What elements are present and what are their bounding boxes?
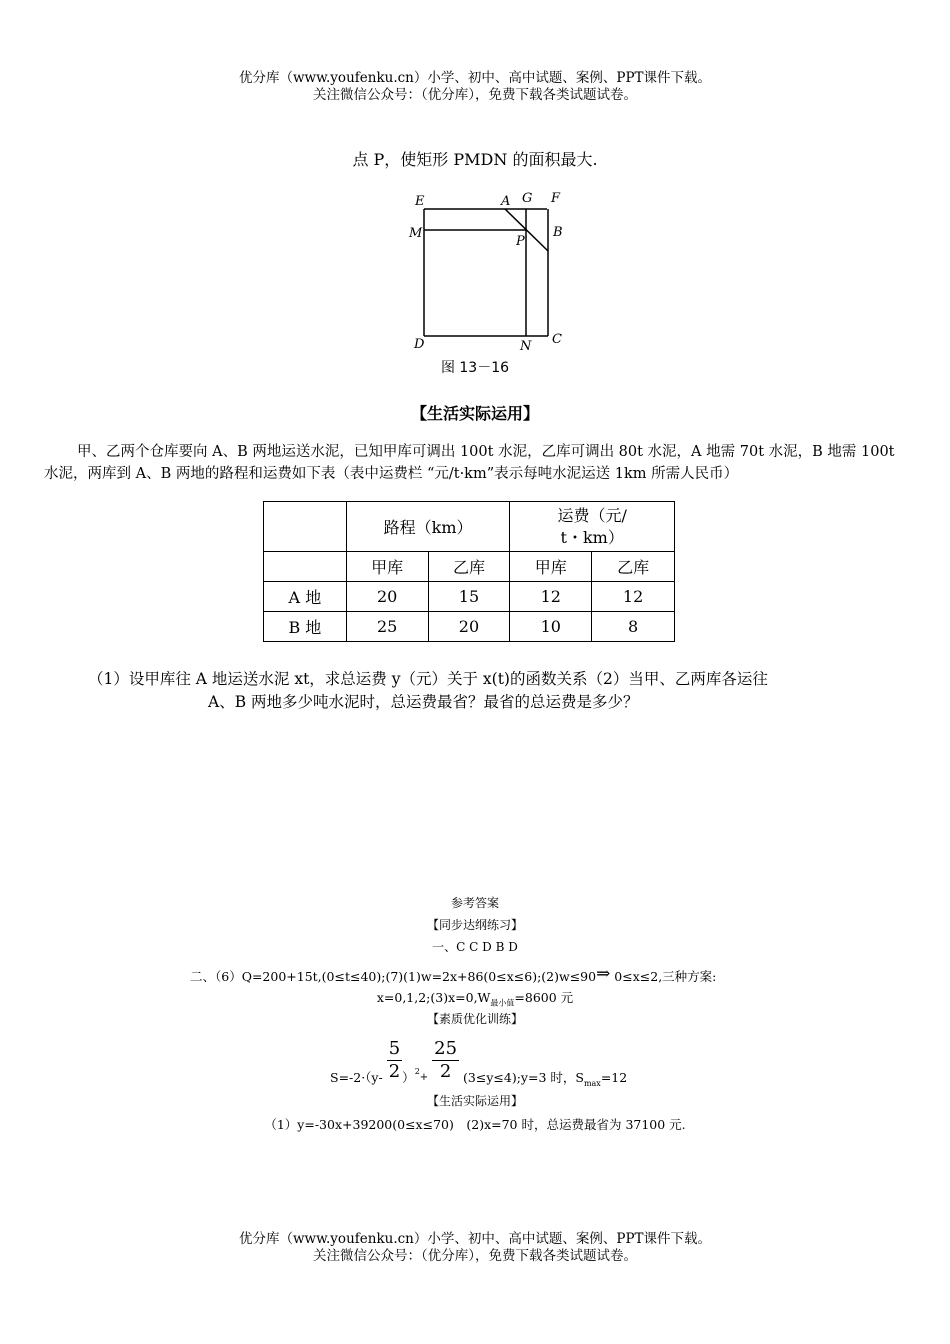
fraction-five-halves (387, 1038, 402, 1083)
label-F: F (551, 191, 561, 206)
answers-section-4-line: （1）y=-30x+39200(0≤x≤70) (2)x=70 时，总运费最省为 37100 元. (264, 1117, 686, 1132)
answers-title: 参考答案 (450, 896, 499, 910)
header-line-1: 优分库（www.youfenku.cn）小学、初中、高中试题、案例、PPT课件下载。 (238, 70, 712, 86)
subheader-cell: 甲库 (510, 552, 592, 582)
subheader-cell: 乙库 (428, 552, 510, 582)
intro-line: 点 P，使矩形 PMDN 的面积最大. (352, 150, 598, 169)
answers-section-3-title: 【素质优化训练】 (426, 1012, 523, 1026)
problem-text: 甲、乙两个仓库要向 A、B 两地运送水泥，已知甲库可调出 100t 水泥，乙库可调出 80t 水泥，A 地需 70t 水泥，B 地需 100t 水泥，两库到 A、B 两地的路程和运费如下表（表中运费栏 “元/t·km”表示每吨水泥运送 1km 所需人民币） (44, 444, 895, 482)
formula-plus: + (419, 1072, 429, 1083)
footer-line-1: 优分库（www.youfenku.cn）小学、初中、高中试题、案例、PPT课件下载。 (238, 1231, 712, 1247)
row-label: B 地 (264, 612, 347, 642)
label-A: A (501, 194, 511, 209)
table-cell: 8 (592, 612, 675, 642)
subheader-cell: 乙库 (592, 552, 675, 582)
fraction-denominator: 2 (439, 1061, 452, 1082)
table-header-row (264, 502, 675, 552)
table-corner-cell (264, 502, 347, 552)
answers-s2-text-a: 二、（6）Q=200+15t,(0≤t≤40);(7)(1)w=2x+86(0≤x≤6);(2)w≤90 (190, 969, 597, 984)
header-distance: 路程（km） (346, 502, 510, 552)
table-cell: 12 (592, 582, 675, 612)
table-cell: 10 (510, 612, 592, 642)
label-G: G (522, 191, 533, 206)
table-cell: 25 (346, 612, 428, 642)
header-line-2: 关注微信公众号：（优分库），免费下载各类试题试卷。 (313, 87, 637, 103)
table-row (264, 582, 675, 612)
question-line-1: （1）设甲库往 A 地运送水泥 xt，求总运费 y（元）关于 x(t)的函数关系（2）当甲、乙两库各运往 (88, 670, 768, 688)
label-M: M (409, 226, 423, 241)
answers-section-1-title: 【同步达纲练习】 (426, 918, 523, 932)
label-N: N (520, 339, 532, 354)
section-title: 【生活实际运用】 (410, 404, 539, 423)
formula-square: 2 (414, 1067, 420, 1076)
fraction-numerator: 25 (434, 1038, 458, 1059)
row-label: A 地 (264, 582, 347, 612)
table-subheader-row (264, 552, 675, 582)
table-blank-cell (264, 552, 347, 582)
figure-caption: 图 13－16 (440, 360, 510, 376)
answers-s2-line2-sub: 最小值 (490, 998, 515, 1008)
label-B: B (553, 225, 563, 240)
formula-suffix-b: =12 (600, 1070, 628, 1085)
answers-section-3-formula (330, 1034, 627, 1086)
subheader-cell: 甲库 (346, 552, 428, 582)
formula-suffix-sub: max (583, 1079, 601, 1088)
header-cost-line-2: t・km） (560, 527, 624, 547)
answers-section-2-line-2 (0, 988, 950, 1009)
table-cell: 12 (510, 582, 592, 612)
question-line-2: A、B 两地多少吨水泥时，总运费最省？最省的总运费是多少？ (208, 693, 639, 711)
label-D: D (414, 337, 425, 352)
answers-s2-text-b: 0≤x≤2,三种方案: (610, 969, 717, 984)
label-E: E (415, 194, 425, 209)
answers-s2-line2-b: =8600 元 (514, 990, 574, 1005)
fraction-twentyfive-halves (432, 1038, 459, 1083)
answers-s2-line2-a: x=0,1,2;(3)x=0,W (376, 990, 491, 1005)
answers-section-4-title: 【生活实际运用】 (426, 1094, 523, 1108)
fraction-denominator: 2 (388, 1061, 401, 1082)
footer-line-2: 关注微信公众号：（优分库），免费下载各类试题试卷。 (313, 1248, 637, 1264)
implies-arrow: ⇒ (596, 964, 611, 984)
answers-section-1-line: 一、C C D B D (432, 940, 518, 954)
label-P: P (516, 234, 525, 249)
answers-section-2-line-1 (190, 964, 716, 985)
formula-close-paren: ） (402, 1070, 415, 1085)
header-cost (510, 502, 675, 552)
table-cell: 20 (428, 612, 510, 642)
cost-table (263, 501, 675, 642)
formula-suffix-a: (3≤y≤4);y=3 时，S (463, 1070, 584, 1085)
table-cell: 20 (346, 582, 428, 612)
header-cost-line-1: 运费（元/ (557, 505, 627, 525)
fraction-numerator: 5 (388, 1038, 401, 1059)
formula-prefix: S=-2·（y- (330, 1070, 383, 1085)
geometry-figure (395, 185, 580, 355)
label-C: C (552, 332, 562, 347)
table-row (264, 612, 675, 642)
table-cell: 15 (428, 582, 510, 612)
